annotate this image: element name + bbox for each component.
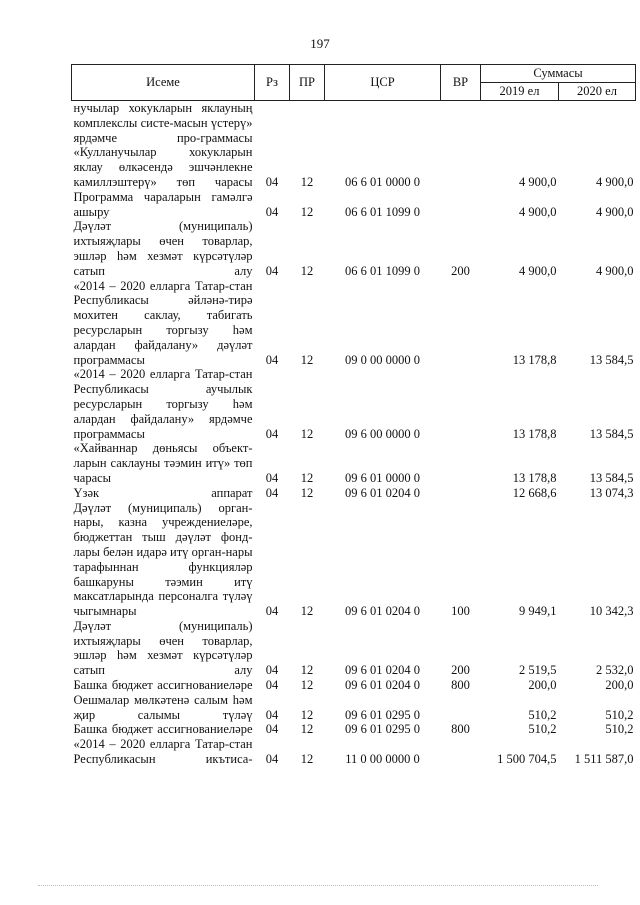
cell-rz: 04	[265, 426, 279, 441]
cell-pr: 12	[300, 204, 314, 219]
cell-y2020: 4 900,0	[596, 204, 634, 219]
cell-y2020: 4 900,0	[596, 174, 634, 189]
header-pr: ПР	[290, 65, 325, 101]
cell-y2019: 13 178,8	[512, 426, 557, 441]
cell-name: Үзәк аппарат	[73, 485, 253, 500]
page-number: 197	[310, 36, 330, 51]
cell-y2019: 1 500 704,5	[497, 752, 557, 767]
table-row	[72, 678, 636, 693]
cell-rz: 04	[265, 263, 279, 278]
cell-rz: 04	[265, 485, 279, 500]
cell-pr: 12	[300, 485, 314, 500]
header-name: Исеме	[72, 65, 255, 101]
cell-y2020: 4 900,0	[596, 263, 634, 278]
cell-name: Дәүләт (муниципаль) ихтыяҗлары өчен товарлар, эшләр һәм хезмәт күрсәтүләр сатып алу	[73, 219, 253, 278]
header-csr: ЦСР	[325, 65, 441, 101]
header-rz: Рз	[255, 65, 290, 101]
cell-vr: 200	[451, 663, 470, 678]
cell-y2019: 12 668,6	[512, 485, 557, 500]
table-row	[72, 190, 636, 220]
cell-y2020: 13 584,5	[589, 470, 634, 485]
cell-y2020: 1 511 587,0	[574, 752, 634, 767]
cell-rz: 04	[265, 470, 279, 485]
cell-name: Башка бюджет ассигнованиеләре	[73, 678, 253, 693]
cell-y2020: 200,0	[605, 678, 634, 693]
cell-y2019: 9 949,1	[519, 604, 557, 619]
cell-y2019: 2 519,5	[519, 663, 557, 678]
cell-vr: 200	[451, 263, 470, 278]
cell-y2020: 13 584,5	[589, 426, 634, 441]
table-row	[72, 145, 636, 189]
cell-rz: 04	[265, 604, 279, 619]
cell-rz: 04	[265, 678, 279, 693]
cell-y2020: 10 342,3	[589, 604, 634, 619]
cell-vr: 800	[451, 722, 470, 737]
cell-y2019: 4 900,0	[519, 174, 557, 189]
cell-rz: 04	[265, 722, 279, 737]
table-row	[72, 693, 636, 723]
cell-rz: 04	[265, 707, 279, 722]
cell-name: Программа чараларын гамәлгә ашыру	[73, 189, 253, 219]
table-row	[72, 722, 636, 737]
cell-name: «Хайваннар дөньясы объект-ларын саклауны тәэмин итү» төп чарасы	[73, 441, 253, 485]
cell-csr: 09 6 01 0295 0	[345, 722, 420, 737]
cell-y2019: 4 900,0	[519, 204, 557, 219]
cell-name: нучылар хокукларын яклауның комплекслы систе-масын үстерү» ярдәмче про-граммасы	[73, 101, 253, 145]
cell-vr	[441, 101, 481, 146]
cell-rz: 04	[265, 663, 279, 678]
cell-y2019: 510,2	[528, 722, 557, 737]
cell-name: Башка бюджет ассигнованиеләре	[73, 722, 253, 737]
table-row	[72, 367, 636, 441]
cell-y2020: 13 584,5	[589, 352, 634, 367]
cell-name: «2014 – 2020 елларга Татар-стан Республикасын икътиса-	[73, 737, 253, 767]
scan-noise-line	[38, 885, 598, 887]
cell-vr	[441, 693, 481, 723]
cell-vr	[441, 145, 481, 189]
cell-pr: 12	[300, 470, 314, 485]
cell-csr: 06 6 01 1099 0	[345, 263, 420, 278]
cell-y2019: 510,2	[528, 707, 557, 722]
table-body	[72, 101, 636, 767]
cell-csr: 06 6 01 1099 0	[345, 204, 420, 219]
table-row	[72, 501, 636, 619]
cell-y2020: 2 532,0	[596, 663, 634, 678]
cell-rz: 04	[265, 752, 279, 767]
cell-csr: 09 6 01 0295 0	[345, 707, 420, 722]
cell-vr	[441, 367, 481, 441]
cell-pr: 12	[300, 604, 314, 619]
table-row	[72, 219, 636, 278]
cell-pr: 12	[300, 174, 314, 189]
cell-csr: 09 6 01 0204 0	[345, 678, 420, 693]
cell-csr: 11 0 00 0000 0	[345, 752, 420, 767]
header-2019: 2019 ел	[481, 83, 559, 101]
cell-pr: 12	[300, 426, 314, 441]
cell-name: Оешмалар мөлкәтенә салым һәм җир салымы түләү	[73, 692, 253, 722]
table-row	[72, 101, 636, 146]
cell-y2019: 13 178,8	[512, 352, 557, 367]
cell-pr: 12	[300, 722, 314, 737]
cell-vr	[441, 486, 481, 501]
cell-name: «2014 – 2020 елларга Татар-стан Республикасы әйләнә-тирә мохитен саклау, табигать ресурсларын торгызу һәм алардан файдалану» дәүләт программасы	[73, 278, 253, 367]
cell-pr: 12	[300, 707, 314, 722]
cell-rz: 04	[265, 204, 279, 219]
cell-y2019: 200,0	[528, 678, 557, 693]
cell-vr	[441, 190, 481, 220]
cell-csr: 09 6 00 0000 0	[345, 426, 420, 441]
cell-vr: 100	[451, 604, 470, 619]
cell-vr	[441, 441, 481, 485]
cell-pr: 12	[300, 663, 314, 678]
cell-vr: 800	[451, 678, 470, 693]
cell-pr: 12	[300, 752, 314, 767]
cell-vr	[441, 279, 481, 368]
cell-pr: 12	[300, 352, 314, 367]
cell-y2020: 510,2	[605, 707, 634, 722]
cell-csr: 09 6 01 0204 0	[345, 604, 420, 619]
cell-y2019	[481, 101, 559, 146]
cell-y2020: 510,2	[605, 722, 634, 737]
cell-csr: 06 6 01 0000 0	[345, 174, 420, 189]
table-header	[72, 65, 636, 101]
cell-name: Дәүләт (муниципаль) орган-нары, казна учреждениеләре, бюджеттан тыш дәүләт фонд-лары белән идарә итү орган-нары тарафыннан функцияләр башкаруны тәэмин итү максатларында персоналга түләү чыгымнары	[73, 500, 253, 619]
cell-pr: 12	[300, 263, 314, 278]
budget-table	[71, 64, 636, 767]
cell-pr	[290, 101, 325, 146]
cell-y2019: 4 900,0	[519, 263, 557, 278]
cell-csr: 09 6 01 0000 0	[345, 470, 420, 485]
cell-rz: 04	[265, 174, 279, 189]
cell-csr	[325, 101, 441, 146]
header-2020: 2020 ел	[559, 83, 636, 101]
cell-y2020: 13 074,3	[589, 485, 634, 500]
cell-name: «2014 – 2020 елларга Татар-стан Республикасы аучылык ресурсларын торгызу һәм алардан файдалану» ярдәмче программасы	[73, 367, 253, 441]
table-row	[72, 441, 636, 485]
table-row	[72, 279, 636, 368]
table-row	[72, 619, 636, 678]
cell-rz: 04	[265, 352, 279, 367]
cell-vr	[441, 737, 481, 767]
cell-csr: 09 6 01 0204 0	[345, 663, 420, 678]
cell-pr: 12	[300, 678, 314, 693]
cell-name: Дәүләт (муниципаль) ихтыяҗлары өчен товарлар, эшләр һәм хезмәт күрсәтүләр сатып алу	[73, 618, 253, 678]
cell-csr: 09 6 01 0204 0	[345, 485, 420, 500]
table-row	[72, 486, 636, 501]
header-vr: ВР	[441, 65, 481, 101]
cell-y2020	[559, 101, 636, 146]
cell-y2019: 13 178,8	[512, 470, 557, 485]
cell-rz	[255, 101, 290, 146]
header-sums: Суммасы	[481, 65, 636, 83]
cell-name: «Кулланучылар хокукларын яклау өлкәсендә эшчәнлекне камиллэштерү» төп чарасы	[73, 145, 253, 189]
cell-csr: 09 0 00 0000 0	[345, 352, 420, 367]
table-row	[72, 737, 636, 767]
